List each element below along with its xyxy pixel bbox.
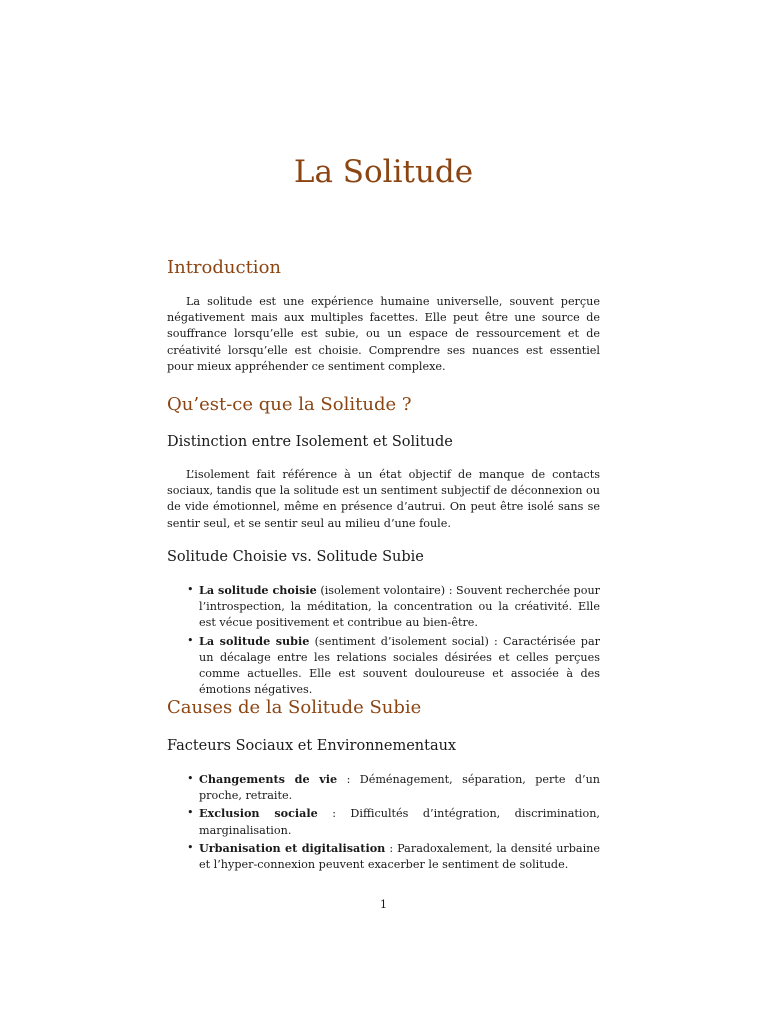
- distinction-paragraph: L’isolement fait référence à un état objectif de manque de contacts sociaux, tandis que la solitude est un sentiment subjectif de déconnexion ou de vide émotionnel, même en présence d’autrui. On peut être isolé sans se sentir seul, et se sentir seul au milieu d’une foule.: [167, 468, 600, 530]
- section-heading-introduction: Introduction: [167, 257, 281, 278]
- list-item: [167, 805, 600, 838]
- list-item-text: : Déménagement, séparation, perte d’un proche, retraite.: [199, 773, 601, 803]
- solitude-types-list: [167, 582, 600, 699]
- list-item-text: (isolement volontaire) : Souvent recherchée pour l’introspection, la méditation, la concentration ou la créativité. Elle est vécue positivement et contribue au bien-être.: [199, 584, 601, 630]
- bullet-icon: •: [187, 583, 194, 596]
- social-factors-list: [167, 771, 600, 874]
- page-number: 1: [380, 898, 387, 911]
- introduction-paragraph: La solitude est une expérience humaine universelle, souvent perçue négativement mais aux multiples facettes. Elle peut être une source de souffrance lorsqu’elle est subie, ou un espace de ressourcement et de créativité lorsqu’elle est choisie. Comprendre ses nuances est essentiel pour mieux appréhender ce sentiment complexe.: [167, 295, 600, 373]
- subsection-heading-factors: Facteurs Sociaux et Environnementaux: [167, 738, 457, 754]
- bullet-icon: •: [187, 840, 194, 854]
- list-item: [167, 840, 600, 873]
- list-item-term: Urbanisation et digitalisation: [199, 840, 386, 855]
- subsection-heading-types: Solitude Choisie vs. Solitude Subie: [167, 549, 424, 565]
- list-item-text: : Paradoxalement, la densité urbaine et l’hyper-connexion peuvent exacerber le sentiment de solitude.: [199, 841, 600, 872]
- list-item-term: Exclusion sociale: [199, 806, 318, 821]
- list-item: [167, 633, 600, 699]
- list-item-term: La solitude choisie: [199, 583, 317, 597]
- bullet-icon: •: [187, 633, 194, 647]
- list-item-text: (sentiment d’isolement social) : Caractérisée par un décalage entre les relations sociales désirées et celles perçues comme actuelles. Elle est souvent douloureuse et associée à des émotions négatives.: [199, 634, 600, 697]
- list-item: [167, 771, 600, 804]
- bullet-icon: •: [187, 806, 194, 820]
- section-heading-causes: Causes de la Solitude Subie: [167, 697, 422, 718]
- section-heading-definition: Qu’est-ce que la Solitude ?: [167, 394, 412, 415]
- subsection-heading-distinction: Distinction entre Isolement et Solitude: [167, 434, 453, 450]
- list-item-text: : Difficultés d’intégration, discrimination, marginalisation.: [199, 807, 600, 837]
- bullet-icon: •: [187, 772, 194, 785]
- document-title: La Solitude: [293, 154, 474, 190]
- list-item: [167, 582, 600, 632]
- list-item-term: Changements de vie: [199, 772, 338, 786]
- list-item-term: La solitude subie: [199, 633, 310, 648]
